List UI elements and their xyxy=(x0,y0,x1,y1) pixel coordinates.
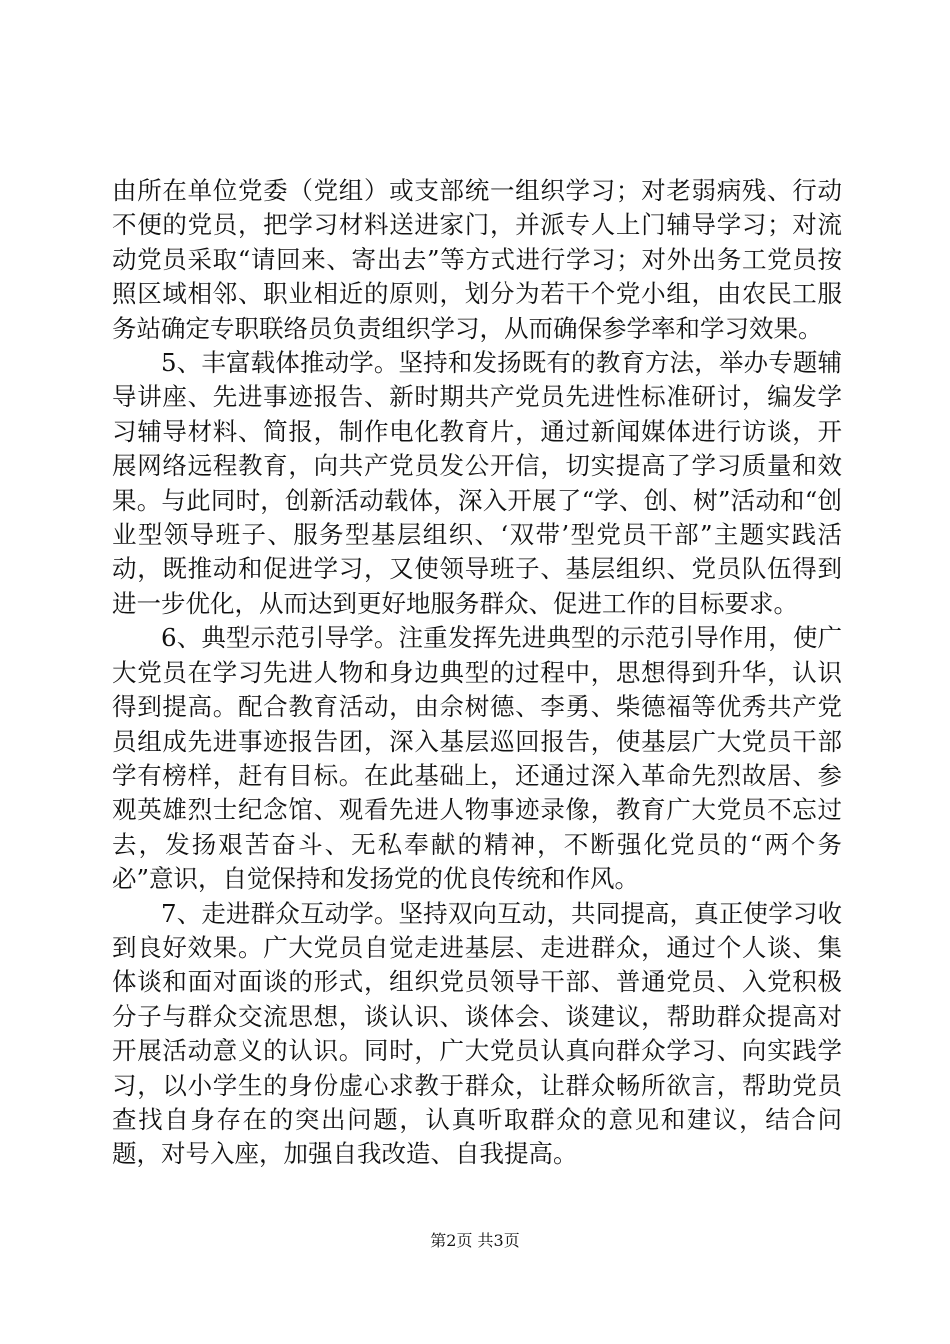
document-body xyxy=(112,174,842,1172)
page-footer: 第2页 共3页 xyxy=(430,1231,520,1250)
paragraph-continued: 由所在单位党委（党组）或支部统一组织学习；对老弱病残、行动不便的党员，把学习材料送进家门，并派专人上门辅导学习；对流动党员采取“请回来、寄出去”等方式进行学习；对外出务工党员按照区域相邻、职业相近的原则，划分为若干个党小组，由农民工服务站确定专职联络员负责组织学习，从而确保参学率和学习效果。 xyxy=(112,176,842,343)
paragraph-item-6: 6、典型示范引导学。注重发挥先进典型的示范引导作用，使广大党员在学习先进人物和身边典型的过程中，思想得到升华，认识得到提高。配合教育活动，由佘树德、李勇、柴德福等优秀共产党员组成先进事迹报告团，深入基层巡回报告，使基层广大党员干部学有榜样，赶有目标。在此基础上，还通过深入革命先烈故居、参观英雄烈士纪念馆、观看先进人物事迹录像，教育广大党员不忘过去，发扬艰苦奋斗、无私奉献的精神，不断强化党员的“两个务必”意识，自觉保持和发扬党的优良传统和作风。 xyxy=(112,623,842,894)
paragraph-item-7: 7、走进群众互动学。坚持双向互动，共同提高，真正使学习收到良好效果。广大党员自觉走进基层、走进群众，通过个人谈、集体谈和面对面谈的形式，组织党员领导干部、普通党员、入党积极分子与群众交流思想，谈认识、谈体会、谈建议，帮助群众提高对开展活动意义的认识。同时，广大党员认真向群众学习、向实践学习，以小学生的身份虚心求教于群众，让群众畅所欲言，帮助党员查找自身存在的突出问题，认真听取群众的意见和建议，结合问题，对号入座，加强自我改造、自我提高。 xyxy=(112,898,842,1169)
paragraph-item-5: 5、丰富载体推动学。坚持和发扬既有的教育方法，举办专题辅导讲座、先进事迹报告、新时期共产党员先进性标准研讨，编发学习辅导材料、简报，制作电化教育片，通过新闻媒体进行访谈，开展网络远程教育，向共产党员发公开信，切实提高了学习质量和效果。与此同时，创新活动载体，深入开展了“学、创、树”活动和“创业型领导班子、服务型基层组织、‘双带’型党员干部”主题实践活动，既推动和促进学习，又使领导班子、基层组织、党员队伍得到进一步优化，从而达到更好地服务群众、促进工作的目标要求。 xyxy=(112,348,842,618)
